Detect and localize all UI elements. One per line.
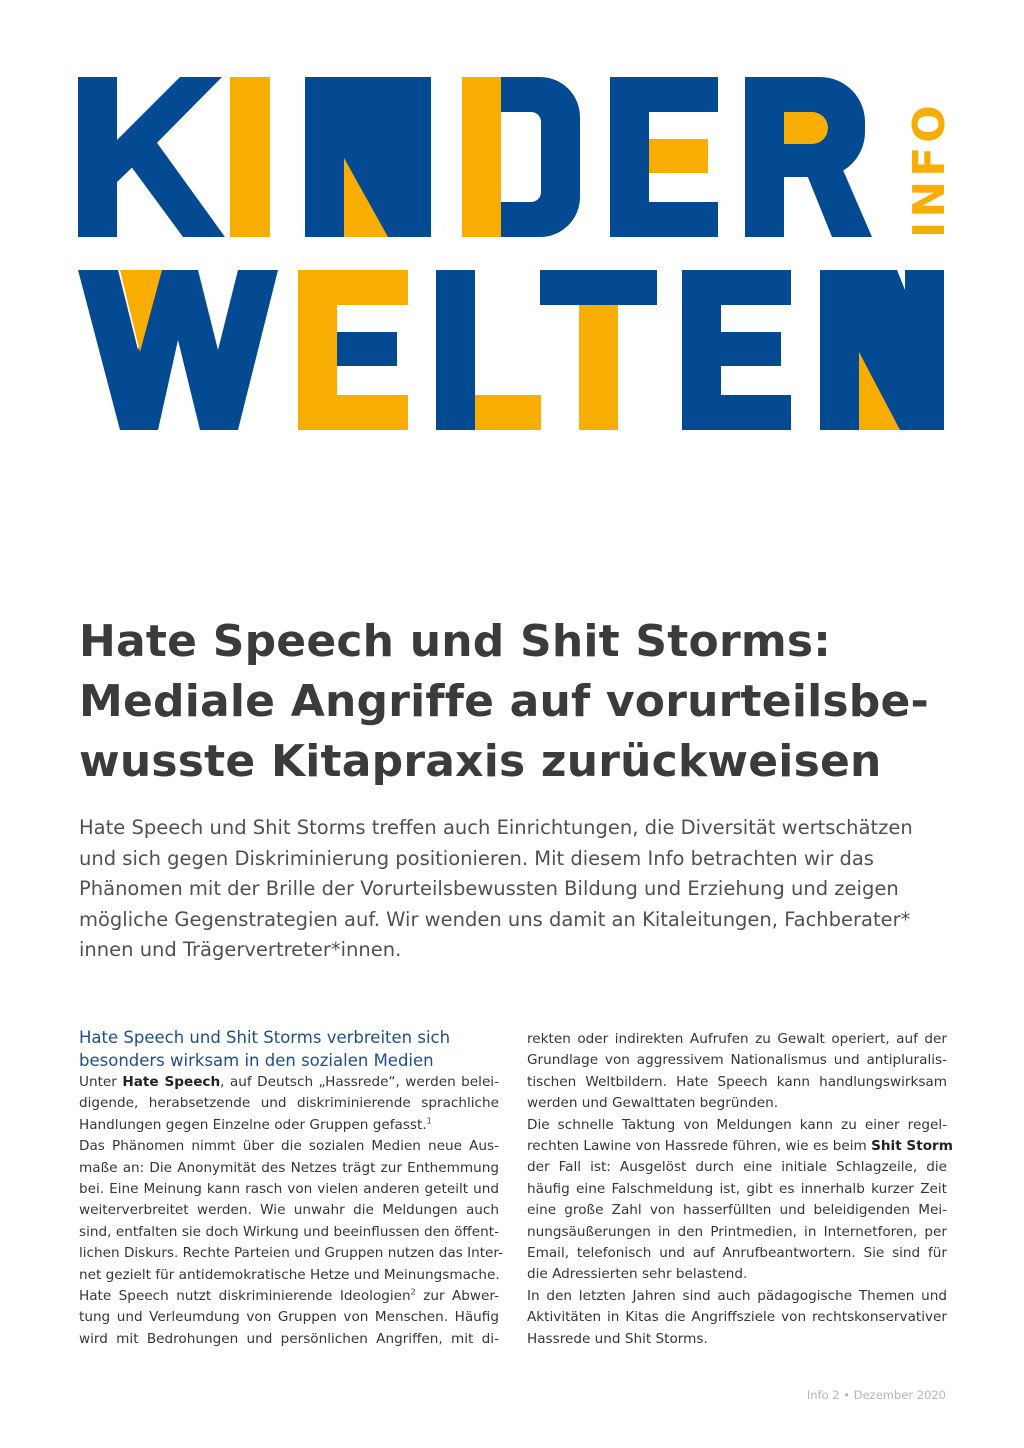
body-line: net gezielt für antidemokratische Hetze und Meinungsmache.	[79, 1266, 500, 1283]
footnote-ref[interactable]: 2	[410, 1287, 416, 1297]
section-heading: Hate Speech und Shit Storms verbreiten sich besonders wirksam in den sozialen Medien	[79, 1028, 451, 1070]
page-footer: Info 2 • Dezember 2020	[806, 1388, 946, 1402]
intro-paragraph	[79, 813, 959, 966]
logo-letter-k	[78, 77, 225, 237]
logo-letter-n	[305, 77, 431, 237]
body-line: nungsäußerungen in den Printmedien, in Internetforen, per	[527, 1223, 947, 1240]
logo-letter-d	[462, 77, 580, 237]
body-line: häufig eine Falschmeldung ist, gibt es innerhalb kurzer Zeit	[527, 1180, 947, 1197]
body-line: rechten Lawine von Hassrede führen, wie es beim Shit Storm	[527, 1138, 953, 1155]
body-line: tischen Weltbildern. Hate Speech kann handlungswirksam	[527, 1073, 947, 1090]
logo-letter-n2	[820, 270, 944, 430]
body-line: lichen Diskurs. Rechte Parteien und Gruppen nutzen das Inter-	[79, 1245, 504, 1262]
title-line: Hate Speech und Shit Storms:	[79, 616, 832, 667]
intro-line: und sich gegen Diskriminierung positionieren. Mit diesem Info betrachten wir das	[79, 846, 874, 870]
intro-line: mögliche Gegenstrategien auf. Wir wenden uns damit an Kitaleitungen, Fachberater*	[79, 907, 911, 931]
title-line: Mediale Angriffe auf vorurteilsbe-	[79, 676, 929, 727]
logo-letter-w	[78, 270, 278, 430]
term-hate-speech: Hate Speech	[122, 1074, 221, 1090]
body-line: digende, herabsetzende und diskriminierende sprachliche	[79, 1095, 499, 1112]
body-line: Die schnelle Taktung von Meldungen kann zu einer regel-	[527, 1116, 947, 1133]
page-title	[79, 612, 979, 792]
intro-line: Phänomen mit der Brille der Vorurteilsbewussten Bildung und Erziehung und zeigen	[79, 877, 899, 900]
intro-line: innen und Trägervertreter*innen.	[79, 938, 402, 961]
logo-letter-e	[610, 77, 718, 237]
body-line: maße an: Die Anonymität des Netzes trägt zur Enthemmung	[79, 1159, 499, 1176]
term-shit-storm: Shit Storm	[871, 1138, 953, 1155]
body-line: tung und Verleumdung von Gruppen von Menschen. Häufig	[79, 1309, 499, 1326]
body-line: In den letzten Jahren sind auch pädagogische Themen und	[527, 1287, 947, 1304]
body-line: eine große Zahl von hasserfüllten und beleidigenden Mei-	[527, 1202, 947, 1219]
logo-letter-t	[540, 270, 657, 430]
logo-letter-l	[436, 270, 541, 430]
body-line: der Fall ist: Ausgelöst durch eine initiale Schlagzeile, die	[527, 1159, 947, 1176]
logo-letter-i	[230, 77, 270, 237]
body-line: weiterverbreitet werden. Wie unwahr die Meldungen auch	[79, 1202, 499, 1219]
body-line: Das Phänomen nimmt über die sozialen Medien neue Aus-	[79, 1138, 499, 1155]
body-line: wird mit Bedrohungen und persönlichen Angriffen, mit di-	[79, 1330, 499, 1347]
body-line: Hassrede und Shit Storms.	[527, 1330, 708, 1347]
body-line: Grundlage von aggressivem Nationalismus und antipluralis-	[527, 1052, 947, 1069]
body-line: Email, telefonisch und auf Anrufbeantwortern. Sie sind für	[527, 1245, 947, 1262]
body-line: die Adressierten sehr belastend.	[527, 1266, 748, 1283]
body-line: Aktivitäten in Kitas die Angriffsziele von rechtskonservativer	[527, 1309, 947, 1326]
body-line: bei. Eine Meinung kann rasch von vielen anderen geteilt und	[79, 1181, 499, 1198]
logo-letter-e3	[682, 270, 791, 430]
body-line: Unter Hate Speech, auf Deutsch „Hassrede“, werden belei-	[79, 1074, 499, 1090]
svg-text:INFO: INFO	[904, 101, 955, 238]
intro-line: Hate Speech und Shit Storms treffen auch Einrichtungen, die Diversität wertschätzen	[79, 816, 913, 839]
body-line: rekten oder indirekten Aufrufen zu Gewalt operiert, auf der	[527, 1031, 947, 1047]
body-line: Handlungen gegen Einzelne oder Gruppen gefasst.$^1$	[79, 1116, 432, 1133]
logo-letter-r	[745, 77, 872, 237]
logo-letter-e2	[298, 270, 408, 430]
logo-info-tag	[904, 101, 955, 238]
kinderwelten-logo	[0, 0, 1024, 460]
body-line: sind, entfalten sie doch Wirkung und beeinflussen den öffent-	[79, 1223, 499, 1240]
body-column-left	[79, 1027, 504, 1350]
footnote-ref[interactable]: 1	[426, 1116, 432, 1126]
body-line: werden und Gewalttaten begründen.	[527, 1095, 779, 1112]
body-line: Hate Speech nutzt diskriminierende Ideologien$^2$ zur Abwer-	[79, 1287, 499, 1305]
title-line: wusste Kitapraxis zurückweisen	[79, 736, 882, 787]
body-column-right	[527, 1029, 953, 1350]
